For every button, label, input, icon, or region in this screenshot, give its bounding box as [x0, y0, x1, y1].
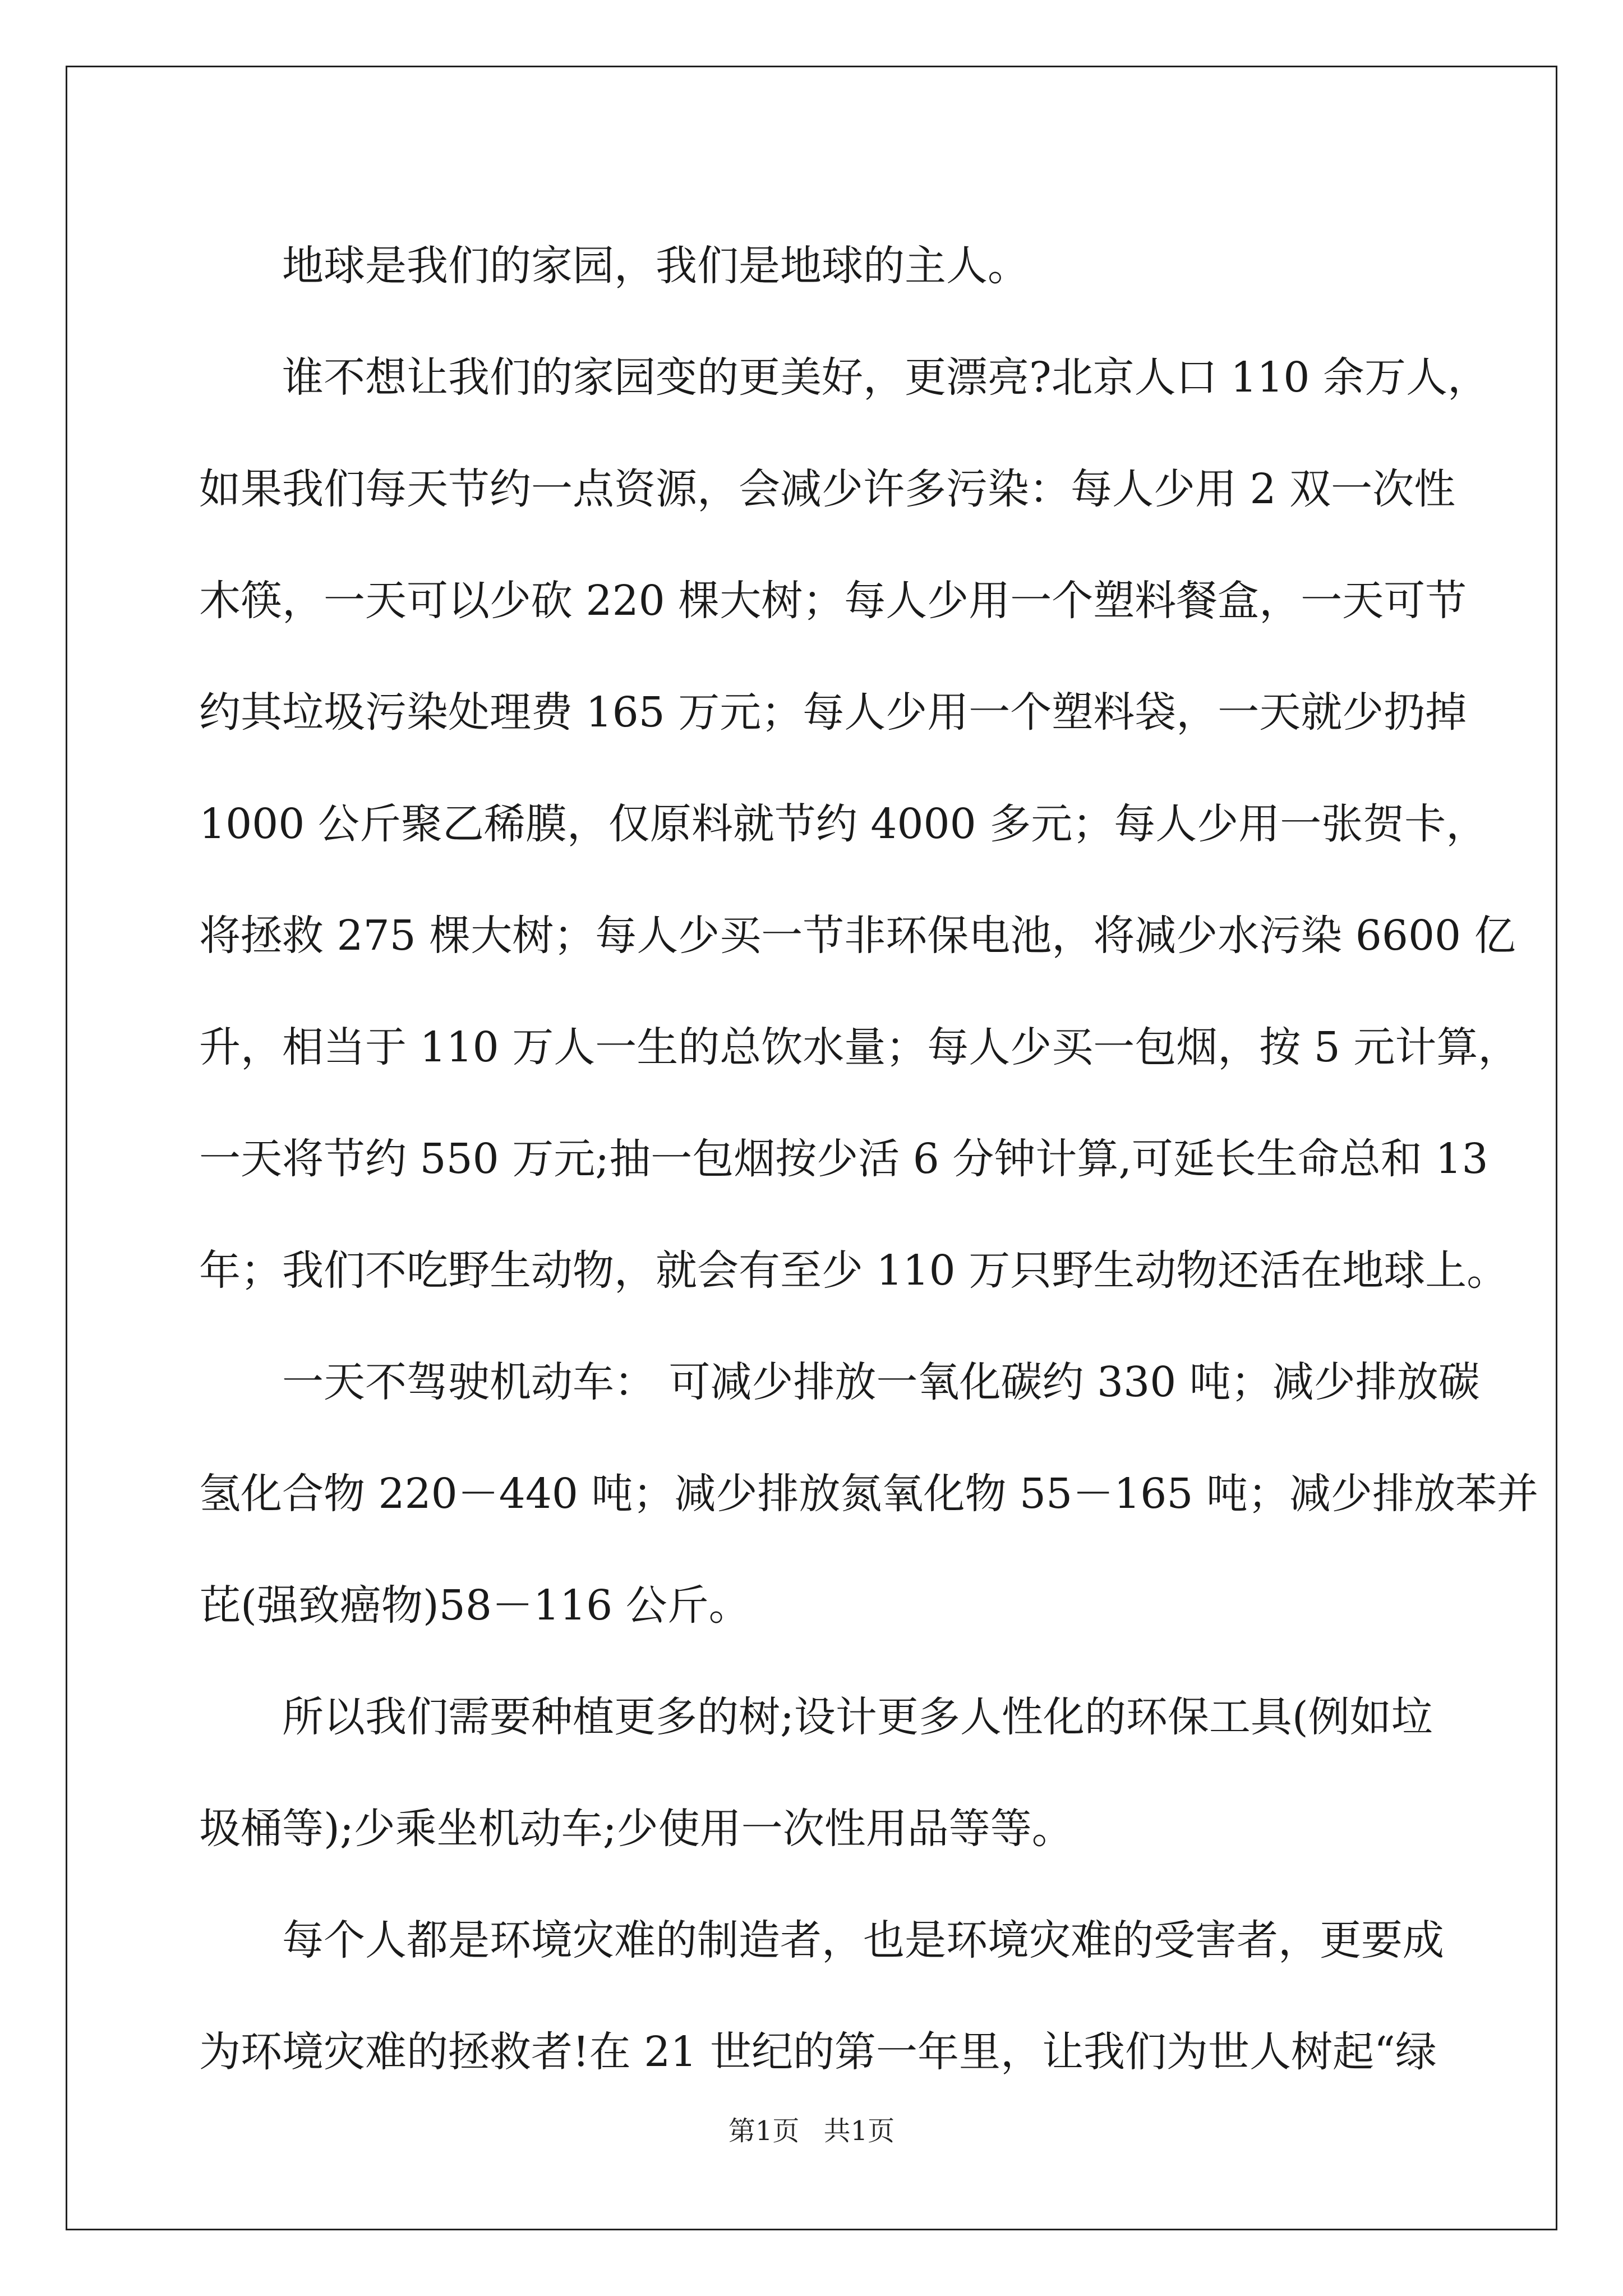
paragraph-2 — [199, 322, 1520, 1327]
document-body — [199, 210, 1538, 2108]
page-number-current: 第1页 — [728, 2115, 800, 2147]
paragraph-1 — [199, 210, 1433, 322]
text-line: 为环境灾难的拯救者!在 21 世纪的第一年里，让我们为世人树起“绿 — [199, 2028, 1437, 2076]
text-line: 谁不想让我们的家园变的更美好，更漂亮?北京人口 110 余万人， — [282, 353, 1489, 402]
text-line: 如果我们每天节约一点资源，会减少许多污染：每人少用 2 双一次性 — [199, 465, 1456, 513]
text-line: 将拯救 275 棵大树；每人少买一节非环保电池，将减少水污染 6600 亿 — [199, 912, 1516, 960]
paragraph-5 — [199, 1885, 1444, 2108]
text-line: 约其垃圾污染处理费 165 万元；每人少用一个塑料袋，一天就少扔掉 — [199, 688, 1467, 737]
page-number-total: 共1页 — [823, 2115, 895, 2147]
text-line: 升，相当于 110 万人一生的总饮水量；每人少买一包烟，按 5 元计算， — [199, 1023, 1520, 1071]
text-line: 地球是我们的家园，我们是地球的主人。 — [282, 242, 1029, 290]
page-footer — [0, 2109, 1623, 2148]
text-line: 一天将节约 550 万元;抽一包烟按少活 6 分钟计算,可延长生命总和 13 — [199, 1135, 1488, 1183]
text-line: 所以我们需要种植更多的树;设计更多人性化的环保工具(例如垃 — [282, 1693, 1433, 1741]
text-line: 木筷，一天可以少砍 220 棵大树；每人少用一个塑料餐盒，一天可节 — [199, 577, 1467, 625]
text-line: 一天不驾驶机动车： 可减少排放一氧化碳约 330 吨；减少排放碳 — [282, 1358, 1480, 1406]
text-line: 年；我们不吃野生动物，就会有至少 110 万只野生动物还活在地球上。 — [199, 1246, 1509, 1295]
paragraph-4 — [199, 1662, 1433, 1885]
text-line: 氢化合物 220－440 吨；减少排放氮氧化物 55－165 吨；减少排放苯并 — [199, 1470, 1538, 1518]
text-line: 1000 公斤聚乙稀膜，仅原料就节约 4000 多元；每人少用一张贺卡， — [199, 800, 1488, 848]
text-line: 圾桶等);少乘坐机动车;少使用一次性用品等等。 — [199, 1805, 1073, 1853]
text-line: 每个人都是环境灾难的制造者，也是环境灾难的受害者，更要成 — [282, 1916, 1444, 1964]
paragraph-3 — [199, 1327, 1538, 1662]
text-line: 芘(强致癌物)58－116 公斤。 — [199, 1581, 750, 1630]
